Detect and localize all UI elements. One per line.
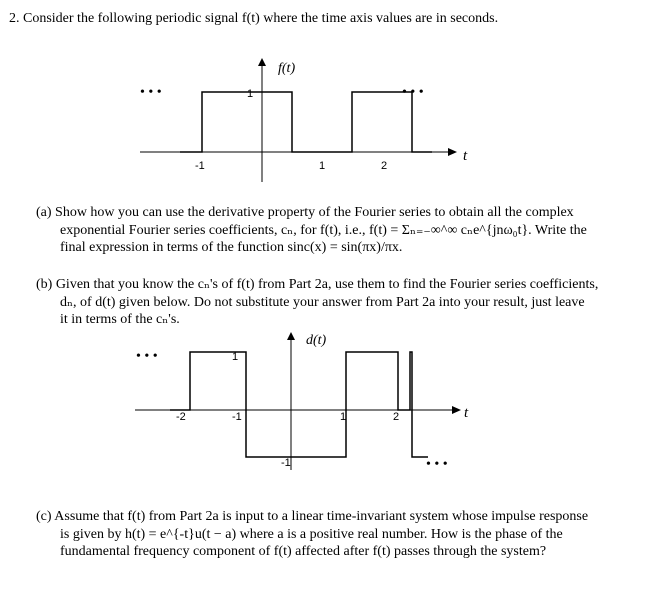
fig1-amp-label: 1 [247, 88, 254, 100]
fig2-dots-right: • • • [426, 457, 448, 472]
fig2-tick-neg2: -2 [176, 411, 186, 423]
fig1-dots-left: • • • [140, 85, 162, 100]
fig2-tick-2: 2 [393, 411, 400, 423]
fig2-amp-neg-label: -1 [281, 457, 291, 469]
problem-intro: Consider the following periodic signal f(t) where the time axis values are in seconds. [23, 11, 499, 26]
fig2-amp-pos-label: 1 [232, 351, 239, 363]
fig1-ylabel: f(t) [278, 61, 296, 76]
fig2-tick-neg1: -1 [232, 411, 242, 423]
part-a-line-1: (a) Show how you can use the derivative property of the Fourier series to obtain all the complex [36, 205, 574, 220]
fig2-ylabel: d(t) [306, 333, 327, 348]
problem-number: 2. [9, 11, 20, 26]
fig2-dots-left: • • • [136, 349, 158, 364]
fig2-xlabel: t [464, 405, 469, 421]
part-c-line-2: is given by h(t) = e^{-t}u(t − a) where a is a positive real number. How is the phase of the [60, 526, 563, 542]
part-a-line-2: exponential Fourier series coefficients, cₙ, for f(t), i.e., f(t) = Σₙ₌₋∞^∞ cₙe^{jnω₀t}. Write the [60, 222, 587, 238]
fig1-y-arrow-icon [258, 58, 266, 66]
fig1-waveform [180, 92, 432, 152]
fig1-xlabel: t [463, 148, 468, 164]
part-c [36, 508, 588, 561]
fig1-x-arrow-icon [448, 148, 457, 156]
part-a-line-3: final expression in terms of the function sinc(x) = sin(πx)/πx. [60, 240, 403, 255]
part-b-line-2: dₙ, of d(t) given below. Do not substitute your answer from Part 2a into your result, just leave [60, 294, 585, 310]
part-a [36, 204, 587, 257]
figure-f-of-t [0, 0, 660, 200]
part-c-line-3: fundamental frequency component of f(t) affected after f(t) passes through the system? [60, 544, 547, 559]
figure-d-of-t [0, 320, 660, 480]
fig1-tick-neg1: -1 [195, 160, 205, 172]
fig1-dots-right: • • • [402, 85, 424, 100]
fig1-tick-1: 1 [319, 160, 326, 172]
fig2-tick-1: 1 [340, 411, 347, 423]
fig2-y-arrow-icon [287, 332, 295, 340]
part-b-line-3: it in terms of the cₙ's. [60, 312, 180, 327]
part-b-line-1: (b) Given that you know the cₙ's of f(t) from Part 2a, use them to find the Fourier series coefficients, [36, 277, 599, 292]
fig1-tick-2: 2 [381, 160, 388, 172]
part-c-line-1: (c) Assume that f(t) from Part 2a is input to a linear time-invariant system whose impulse response [36, 509, 589, 524]
fig2-waveform [170, 352, 428, 457]
fig2-x-arrow-icon [452, 406, 461, 414]
